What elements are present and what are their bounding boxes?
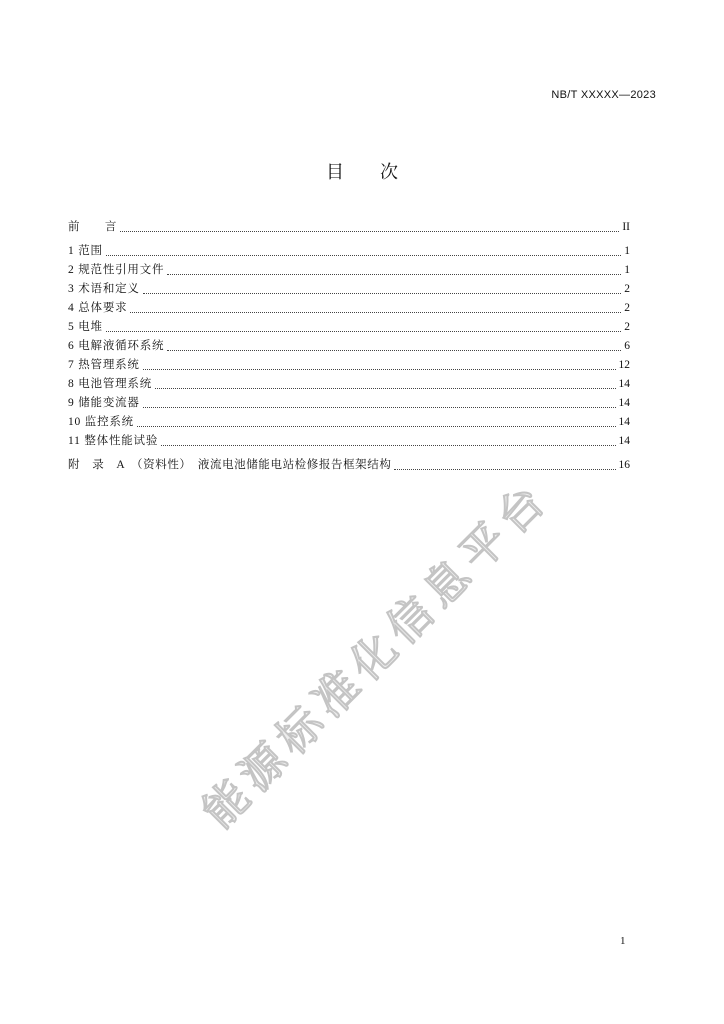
table-of-contents bbox=[68, 218, 630, 475]
dot-leader bbox=[130, 312, 621, 313]
toc-entry-foreword[interactable] bbox=[68, 218, 630, 237]
toc-entry-label: 附 录 A （资料性） 液流电池储能电站检修报告框架结构 bbox=[68, 459, 392, 471]
toc-entry-label: 11 整体性能试验 bbox=[68, 435, 159, 447]
toc-entry-label: 3 术语和定义 bbox=[68, 283, 140, 295]
toc-entry-label: 1 范围 bbox=[68, 245, 103, 257]
toc-entry-page: 14 bbox=[618, 416, 630, 428]
toc-entry-appendix-a[interactable] bbox=[68, 456, 630, 475]
dot-leader bbox=[106, 255, 621, 256]
toc-entry-9[interactable] bbox=[68, 394, 630, 413]
toc-entry-label: 6 电解液循环系统 bbox=[68, 340, 165, 352]
dot-leader bbox=[143, 369, 616, 370]
toc-entry-label: 5 电堆 bbox=[68, 321, 103, 333]
page-number: 1 bbox=[620, 935, 626, 947]
toc-entry-page: 1 bbox=[624, 245, 630, 257]
toc-entry-page: II bbox=[622, 221, 630, 233]
watermark: 能源标准化信息平台 bbox=[193, 471, 560, 838]
dot-leader bbox=[120, 231, 619, 232]
dot-leader bbox=[106, 331, 621, 332]
toc-entry-7[interactable] bbox=[68, 356, 630, 375]
toc-entry-page: 14 bbox=[618, 435, 630, 447]
toc-entry-label: 7 热管理系统 bbox=[68, 359, 140, 371]
toc-entry-2[interactable] bbox=[68, 261, 630, 280]
toc-entry-page: 1 bbox=[624, 264, 630, 276]
dot-leader bbox=[143, 407, 616, 408]
toc-entry-label: 2 规范性引用文件 bbox=[68, 264, 165, 276]
toc-entry-page: 2 bbox=[624, 283, 630, 295]
dot-leader bbox=[167, 350, 621, 351]
toc-entry-page: 16 bbox=[618, 459, 630, 471]
toc-entry-6[interactable] bbox=[68, 337, 630, 356]
toc-entry-page: 6 bbox=[624, 340, 630, 352]
page-title: 目 次 bbox=[326, 162, 398, 182]
dot-leader bbox=[137, 426, 616, 427]
toc-entry-4[interactable] bbox=[68, 299, 630, 318]
dot-leader bbox=[155, 388, 615, 389]
toc-entry-10[interactable] bbox=[68, 413, 630, 432]
toc-entry-label: 4 总体要求 bbox=[68, 302, 128, 314]
toc-entry-5[interactable] bbox=[68, 318, 630, 337]
dot-leader bbox=[161, 445, 615, 446]
standard-code: NB/T XXXXX—2023 bbox=[551, 89, 656, 101]
dot-leader bbox=[167, 274, 621, 275]
dot-leader bbox=[143, 293, 622, 294]
toc-entry-label: 前 言 bbox=[68, 221, 118, 233]
toc-entry-8[interactable] bbox=[68, 375, 630, 394]
toc-entry-11[interactable] bbox=[68, 432, 630, 451]
toc-entry-page: 2 bbox=[624, 302, 630, 314]
toc-entry-page: 12 bbox=[618, 359, 630, 371]
toc-entry-page: 14 bbox=[618, 378, 630, 390]
toc-entry-page: 14 bbox=[618, 397, 630, 409]
toc-entry-3[interactable] bbox=[68, 280, 630, 299]
dot-leader bbox=[394, 469, 615, 470]
toc-entry-label: 9 储能变流器 bbox=[68, 397, 140, 409]
toc-entry-label: 10 监控系统 bbox=[68, 416, 134, 428]
toc-entry-label: 8 电池管理系统 bbox=[68, 378, 153, 390]
toc-entry-page: 2 bbox=[624, 321, 630, 333]
toc-entry-1[interactable] bbox=[68, 242, 630, 261]
